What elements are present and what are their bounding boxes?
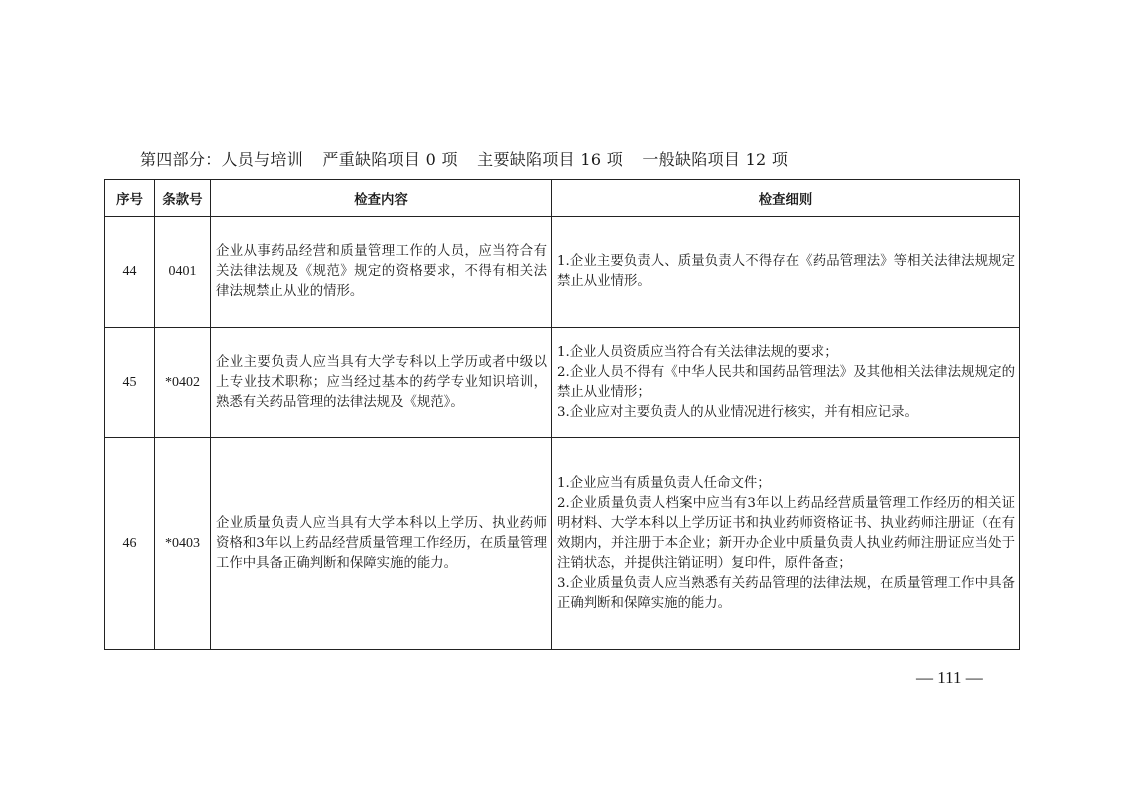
row-detail xyxy=(552,217,1020,328)
general-defect-count: 一般缺陷项目 12 项 xyxy=(642,150,789,169)
detail-item: 3.企业应对主要负责人的从业情况进行核实，并有相应记录。 xyxy=(557,404,918,420)
detail-item: 1.企业应当有质量负责人任命文件； xyxy=(557,475,771,491)
row-content: 企业质量负责人应当具有大学本科以上学历、执业药师资格和3年以上药品经营质量管理工作经历，在质量管理工作中具备正确判断和保障实施的能力。 xyxy=(211,438,552,650)
detail-item: 1.企业人员资质应当符合有关法律法规的要求； xyxy=(557,344,838,360)
row-content: 企业主要负责人应当具有大学专科以上学历或者中级以上专业技术职称；应当经过基本的药学专业知识培训，熟悉有关药品管理的法律法规及《规范》。 xyxy=(211,328,552,438)
detail-item: 2.企业人员不得有《中华人民共和国药品管理法》及其他相关法律法规规定的禁止从业情形； xyxy=(557,364,1015,400)
row-content: 企业从事药品经营和质量管理工作的人员，应当符合有关法律法规及《规范》规定的资格要求，不得有相关法律法规禁止从业的情形。 xyxy=(211,217,552,328)
row-seq: 45 xyxy=(105,328,155,438)
section-heading: 第四部分：人员与培训 xyxy=(140,150,304,169)
section-title xyxy=(140,147,802,170)
detail-item: 1.企业主要负责人、质量负责人不得存在《药品管理法》等相关法律法规规定禁止从业情形。 xyxy=(557,254,1015,289)
table-row xyxy=(105,438,1020,650)
row-detail xyxy=(552,328,1020,438)
inspection-table xyxy=(104,179,1020,650)
table-row xyxy=(105,328,1020,438)
detail-item: 2.企业质量负责人档案中应当有3年以上药品经营质量管理工作经历的相关证明材料、大学本科以上学历证书和执业药师资格证书、执业药师注册证（在有效期内，并注册于本企业；新开办企业中质量负责人执业药师注册证应当处于注销状态，并提供注销证明）复印件，原件备查； xyxy=(557,495,1015,571)
detail-item: 3.企业质量负责人应当熟悉有关药品管理的法律法规，在质量管理工作中具备正确判断和保障实施的能力。 xyxy=(557,575,1015,611)
severe-defect-count: 严重缺陷项目 0 项 xyxy=(322,150,458,169)
table-row xyxy=(105,217,1020,328)
header-detail: 检查细则 xyxy=(552,180,1020,217)
row-clause: 0401 xyxy=(155,217,211,328)
row-seq: 44 xyxy=(105,217,155,328)
header-clause: 条款号 xyxy=(155,180,211,217)
row-seq: 46 xyxy=(105,438,155,650)
header-content: 检查内容 xyxy=(211,180,552,217)
row-clause: *0402 xyxy=(155,328,211,438)
page-number: — 111 — xyxy=(916,668,983,687)
major-defect-count: 主要缺陷项目 16 项 xyxy=(477,150,623,169)
row-detail xyxy=(552,438,1020,650)
row-clause: *0403 xyxy=(155,438,211,650)
table-header-row xyxy=(105,180,1020,217)
header-seq: 序号 xyxy=(105,180,155,217)
